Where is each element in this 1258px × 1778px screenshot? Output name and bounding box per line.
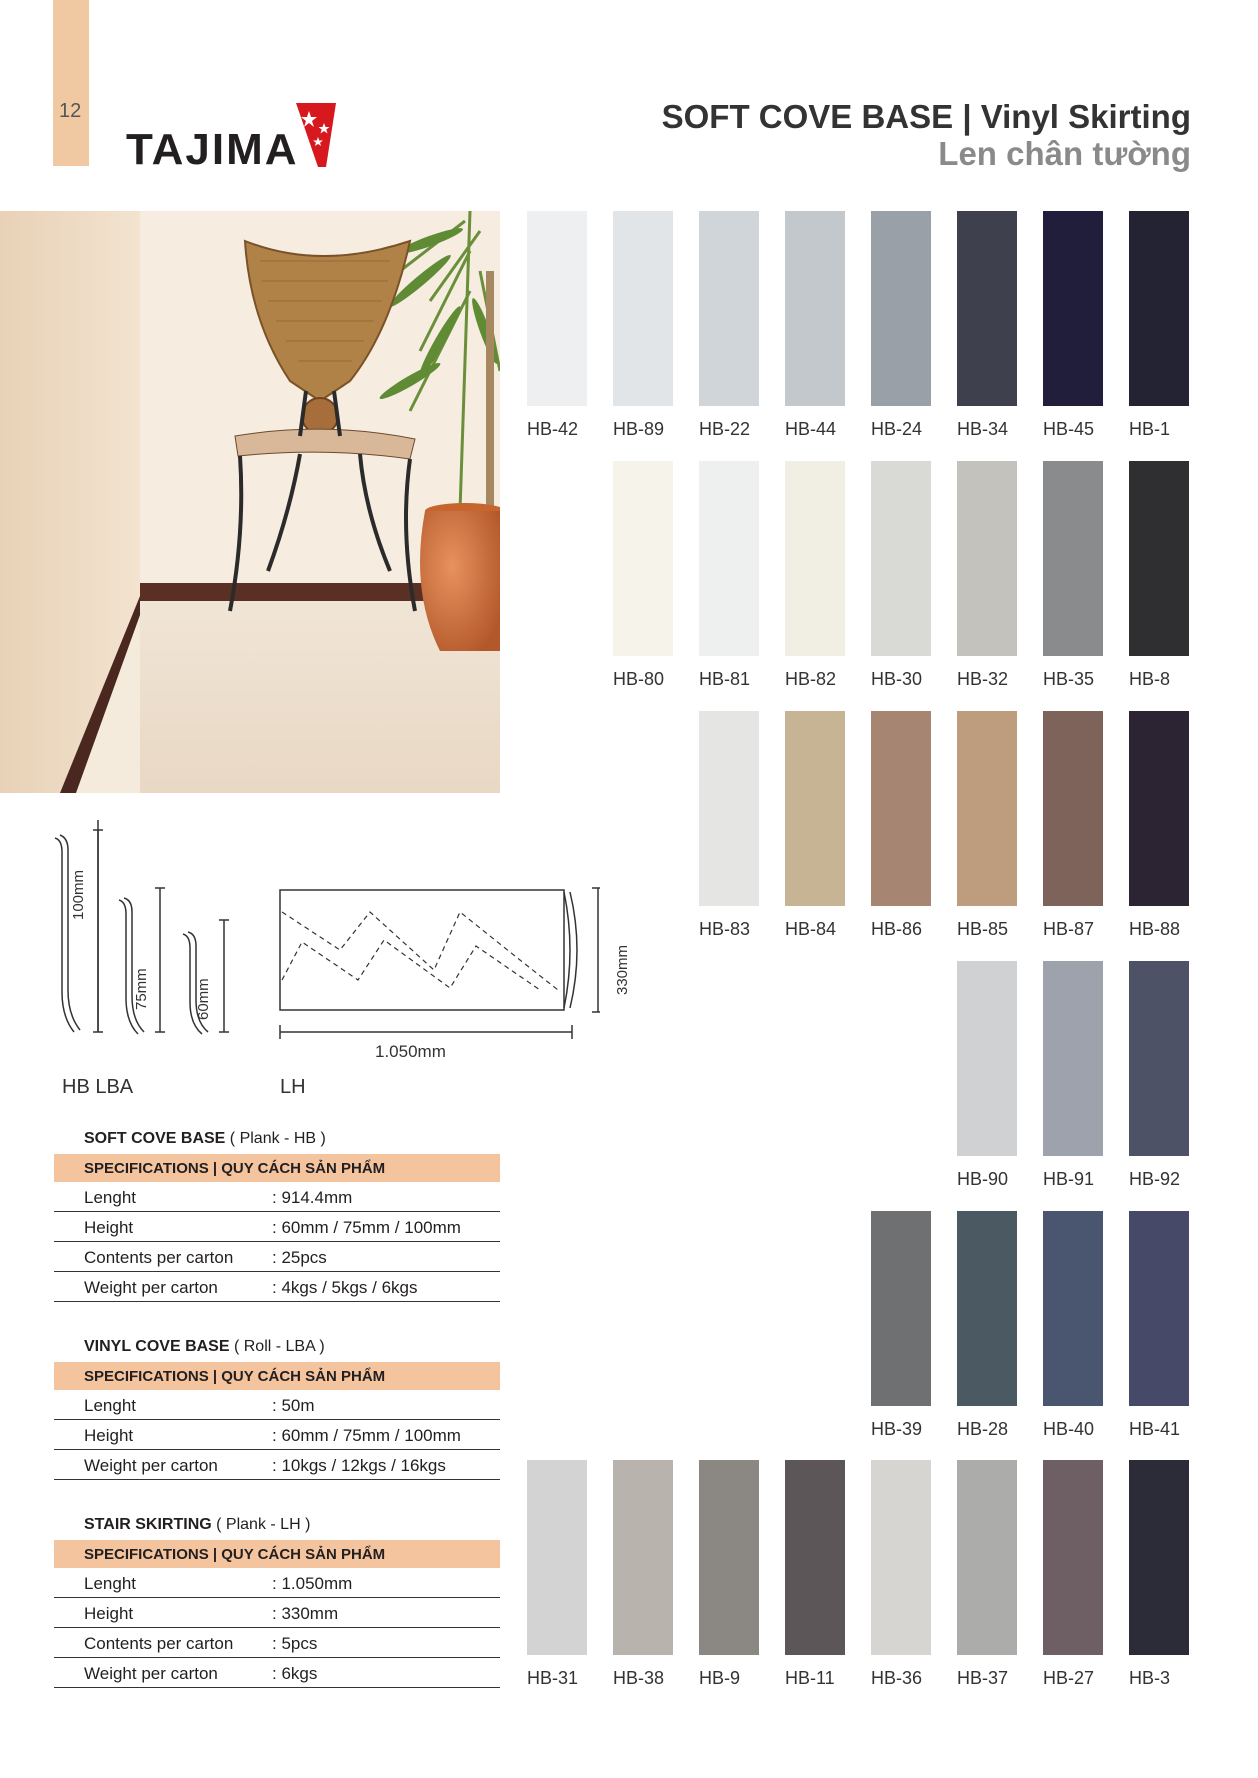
- swatch-label: HB-89: [613, 419, 665, 439]
- swatch-label: HB-81: [699, 669, 751, 689]
- swatch-label: HB-11: [785, 1668, 835, 1688]
- spec-header-text: SPECIFICATIONS | QUY CÁCH SẢN PHẨM: [84, 1368, 386, 1385]
- dim-100-label: 100mm: [70, 869, 87, 920]
- spec-header-bar: [54, 1154, 500, 1182]
- logo-star-icon: [296, 103, 336, 167]
- spec-label: Weight per carton: [84, 1664, 218, 1683]
- swatch-label: HB-86: [871, 919, 923, 939]
- swatch-hb-80: [613, 461, 673, 656]
- swatch-label: HB-42: [527, 419, 579, 439]
- swatch-label: HB-83: [699, 919, 751, 939]
- swatch-hb-82: [785, 461, 845, 656]
- spec-value: : 10kgs / 12kgs / 16kgs: [272, 1456, 446, 1475]
- swatch-label: HB-84: [785, 919, 837, 939]
- dim-length-label: 1.050mm: [375, 1042, 446, 1061]
- swatch-label: HB-36: [871, 1668, 923, 1688]
- swatch-hb-38: [613, 1460, 673, 1655]
- swatch-label: HB-45: [1043, 419, 1095, 439]
- spec-label: Lenght: [84, 1188, 136, 1207]
- spec-row: [54, 1182, 500, 1212]
- swatch-hb-83: [699, 711, 759, 906]
- spec-heading: [84, 1130, 326, 1148]
- spec-row: [54, 1628, 500, 1658]
- swatch-label: HB-44: [785, 419, 837, 439]
- page-tab: [53, 0, 89, 166]
- swatch-hb-36: [871, 1460, 931, 1655]
- spec-value: : 60mm / 75mm / 100mm: [272, 1426, 461, 1445]
- swatch-hb-31: [527, 1460, 587, 1655]
- swatch-label: HB-1: [1129, 419, 1171, 439]
- swatch-label: HB-39: [871, 1419, 923, 1439]
- spec-value: : 50m: [272, 1396, 315, 1415]
- swatch-label: HB-40: [1043, 1419, 1095, 1439]
- swatch-label: HB-8: [1129, 669, 1171, 689]
- lh-label: LH: [280, 1076, 306, 1098]
- spec-heading: [84, 1338, 325, 1356]
- spec-header-bar: [54, 1362, 500, 1390]
- spec-product-name: VINYL COVE BASE: [84, 1338, 234, 1355]
- spec-row: [54, 1212, 500, 1242]
- swatch-hb-86: [871, 711, 931, 906]
- swatch-label: HB-92: [1129, 1169, 1181, 1189]
- spec-row: [54, 1568, 500, 1598]
- room-photo: [0, 211, 500, 793]
- swatch-label: HB-24: [871, 419, 923, 439]
- swatch-label: HB-27: [1043, 1668, 1095, 1688]
- swatch-label: HB-31: [527, 1668, 579, 1688]
- spec-value: : 5pcs: [272, 1634, 318, 1653]
- swatch-hb-1: [1129, 211, 1189, 406]
- swatch-hb-90: [957, 961, 1017, 1156]
- swatch-label: HB-28: [957, 1419, 1009, 1439]
- swatch-label: HB-3: [1129, 1668, 1171, 1688]
- swatch-hb-42: [527, 211, 587, 406]
- spec-header-bar: [54, 1540, 500, 1568]
- swatch-hb-91: [1043, 961, 1103, 1156]
- logo-text: TAJIMA: [126, 125, 299, 174]
- swatch-hb-39: [871, 1211, 931, 1406]
- page-title: SOFT COVE BASE | Vinyl Skirting: [661, 98, 1191, 135]
- swatch-hb-40: [1043, 1211, 1103, 1406]
- page-number: 12: [59, 100, 82, 122]
- dim-75-label: 75mm: [133, 968, 150, 1010]
- spec-heading: [84, 1516, 310, 1534]
- swatch-hb-30: [871, 461, 931, 656]
- swatch-label: HB-87: [1043, 919, 1095, 939]
- page-subtitle: Len chân tường: [938, 135, 1191, 172]
- spec-product-name: STAIR SKIRTING: [84, 1516, 217, 1533]
- spec-row: [54, 1242, 500, 1272]
- swatch-hb-41: [1129, 1211, 1189, 1406]
- swatch-hb-88: [1129, 711, 1189, 906]
- spec-label: Weight per carton: [84, 1278, 218, 1297]
- swatch-label: HB-80: [613, 669, 665, 689]
- swatch-hb-27: [1043, 1460, 1103, 1655]
- spec-row: [54, 1450, 500, 1480]
- swatch-hb-85: [957, 711, 1017, 906]
- swatch-label: HB-22: [699, 419, 751, 439]
- swatch-label: HB-85: [957, 919, 1009, 939]
- swatch-hb-3: [1129, 1460, 1189, 1655]
- swatch-hb-34: [957, 211, 1017, 406]
- swatch-hb-28: [957, 1211, 1017, 1406]
- swatch-hb-44: [785, 211, 845, 406]
- swatch-label: HB-91: [1043, 1169, 1095, 1189]
- spec-label: Height: [84, 1426, 134, 1445]
- spec-row: [54, 1598, 500, 1628]
- swatch-hb-84: [785, 711, 845, 906]
- swatch-hb-9: [699, 1460, 759, 1655]
- swatch-label: HB-30: [871, 669, 923, 689]
- spec-label: Height: [84, 1604, 134, 1623]
- spec-value: : 60mm / 75mm / 100mm: [272, 1218, 461, 1237]
- profile-diagram: [40, 820, 631, 1100]
- swatch-label: HB-82: [785, 669, 837, 689]
- spec-row: [54, 1272, 500, 1302]
- dim-330-label: 330mm: [614, 944, 631, 995]
- swatch-hb-24: [871, 211, 931, 406]
- spec-label: Lenght: [84, 1574, 136, 1593]
- swatch-label: HB-37: [957, 1668, 1009, 1688]
- swatch-label: HB-35: [1043, 669, 1095, 689]
- swatch-hb-35: [1043, 461, 1103, 656]
- swatch-hb-92: [1129, 961, 1189, 1156]
- spec-row: [54, 1390, 500, 1420]
- swatch-label: HB-38: [613, 1668, 665, 1688]
- swatch-label: HB-9: [699, 1668, 741, 1688]
- spec-label: Contents per carton: [84, 1248, 234, 1267]
- spec-product-type: ( Roll - LBA ): [233, 1338, 325, 1355]
- spec-header-text: SPECIFICATIONS | QUY CÁCH SẢN PHẨM: [84, 1546, 386, 1563]
- spec-value: : 6kgs: [272, 1664, 318, 1683]
- swatch-label: HB-90: [957, 1169, 1009, 1189]
- swatch-hb-22: [699, 211, 759, 406]
- spec-label: Height: [84, 1218, 134, 1237]
- spec-product-type: ( Plank - HB ): [229, 1130, 326, 1147]
- swatch-label: HB-32: [957, 669, 1009, 689]
- spec-value: : 25pcs: [272, 1248, 327, 1267]
- swatch-label: HB-41: [1129, 1419, 1181, 1439]
- spec-value: : 1.050mm: [272, 1574, 353, 1593]
- swatch-hb-81: [699, 461, 759, 656]
- swatch-hb-89: [613, 211, 673, 406]
- spec-product-type: ( Plank - LH ): [216, 1516, 311, 1533]
- swatch-hb-11: [785, 1460, 845, 1655]
- spec-product-name: SOFT COVE BASE: [84, 1130, 230, 1147]
- swatch-label: HB-88: [1129, 919, 1181, 939]
- swatch-hb-87: [1043, 711, 1103, 906]
- spec-row: [54, 1658, 500, 1688]
- swatch-hb-8: [1129, 461, 1189, 656]
- spec-header-text: SPECIFICATIONS | QUY CÁCH SẢN PHẨM: [84, 1160, 386, 1177]
- spec-label: Lenght: [84, 1396, 136, 1415]
- spec-value: : 330mm: [272, 1604, 339, 1623]
- swatch-hb-45: [1043, 211, 1103, 406]
- spec-value: : 914.4mm: [272, 1188, 353, 1207]
- swatch-hb-32: [957, 461, 1017, 656]
- spec-row: [54, 1420, 500, 1450]
- dim-60-label: 60mm: [195, 978, 212, 1020]
- spec-label: Weight per carton: [84, 1456, 218, 1475]
- swatch-hb-37: [957, 1460, 1017, 1655]
- spec-value: : 4kgs / 5kgs / 6kgs: [272, 1278, 418, 1297]
- hb-lba-label: HB LBA: [62, 1076, 134, 1098]
- spec-label: Contents per carton: [84, 1634, 234, 1653]
- swatch-label: HB-34: [957, 419, 1009, 439]
